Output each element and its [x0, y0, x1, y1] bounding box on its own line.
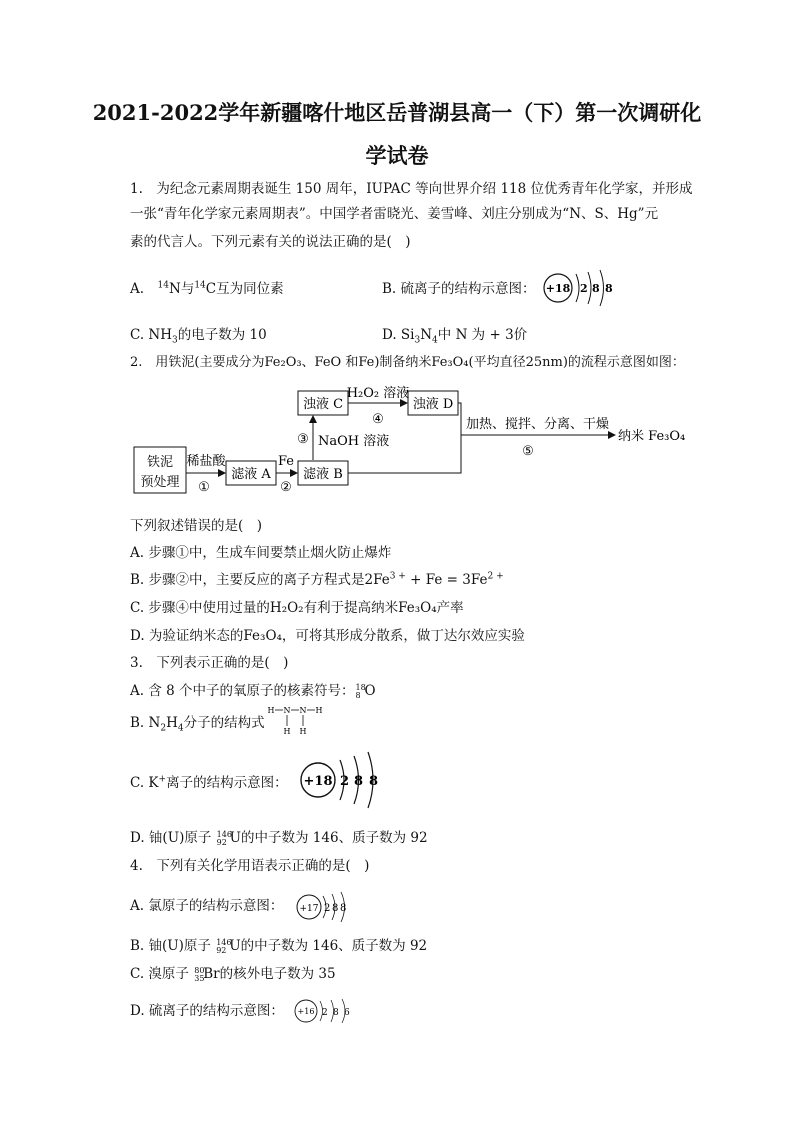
q1-option-c: C. $NH_3$的电子数为 10 [130, 327, 267, 346]
q1-stem-line-2: 一张“青年化学家元素周期表”。中国学者雷晓光、姜雪峰、刘庄分别成为“N、S、Hg”元 [130, 206, 659, 222]
shell-electrons: 8 [333, 1008, 339, 1018]
q4-option-a: A. 氯原子的结构示意图： [130, 898, 284, 914]
sulfide-ion-structure-diagram [540, 266, 620, 310]
step-2-reagent: Fe [277, 454, 295, 469]
title-line-2: 学试卷 [365, 143, 429, 168]
atom-n: N [299, 706, 307, 715]
potassium-ion-structure-diagram [296, 748, 388, 810]
atom-h: H [315, 706, 323, 715]
nucleus-charge: +18 [303, 774, 333, 789]
step-1-number: ① [198, 480, 210, 495]
shell-electrons: 2 [322, 1008, 328, 1018]
nuclide-scripts: 18 8 [355, 682, 366, 700]
box-filtrate-b-label: 滤液 B [303, 467, 343, 482]
q2-option-a: A. 步骤①中，生成车间要禁止烟火防止爆炸 [130, 545, 392, 561]
step-3-reagent: NaOH 溶液 [318, 434, 390, 449]
chlorine-atom-structure-diagram [295, 890, 357, 924]
nucleus-charge: +17 [299, 904, 319, 914]
box-turbid-d-label: 浊液 D [412, 397, 454, 412]
step-5-reagent: 加热、搅拌、分离、干燥 [466, 417, 610, 432]
step-4-reagent: H₂O₂ 溶液 [346, 386, 410, 401]
q3-option-d: D. 铀(U)原子 146 92 U的中子数为 146、质子数为 92 [130, 829, 428, 847]
shell-electrons: 2 [340, 774, 350, 789]
q1-option-a: A. $^{14}$N与$^{14}$C互为同位素 [130, 280, 284, 297]
box-turbid-c-label: 浊液 C [302, 397, 344, 412]
q2-stem: 2. 用铁泥(主要成分为Fe₂O₃、FeO 和Fe)制备纳米Fe₃O₄(平均直径25nm)的流程示意图如图： [130, 355, 685, 370]
step-1-reagent: 稀盐酸 [186, 454, 226, 469]
shell-electrons: 8 [340, 903, 347, 914]
step-4-number: ④ [372, 412, 384, 427]
box-iron-mud-line-2: 预处理 [140, 475, 180, 490]
atom-h: H [283, 727, 291, 736]
q3-option-b: B. $N_2H_4$分子的结构式 [130, 715, 265, 734]
product-label: 纳米 Fe₃O₄ [618, 429, 686, 444]
q3-option-a: A. 含 8 个中子的氧原子的核素符号： 18 8 O [130, 682, 376, 700]
shell-electrons: 8 [332, 903, 339, 914]
q4-stem: 4. 下列有关化学用语表示正确的是( ) [130, 858, 370, 874]
shell-electrons: 6 [344, 1008, 350, 1018]
atom-n: N [283, 706, 291, 715]
shell-electrons: 8 [354, 774, 364, 789]
q4-option-c: C. 溴原子 80 35 Br的核外电子数为 35 [130, 965, 336, 983]
shell-arc [588, 272, 591, 304]
step-3-number: ③ [297, 432, 309, 447]
shell-arc [600, 270, 604, 306]
q3-option-c: C. K+离子的结构示意图： [130, 774, 288, 791]
nucleus-charge: +16 [297, 1007, 315, 1016]
hydrazine-structural-formula [266, 703, 326, 737]
q2-option-d: D. 为验证纳米态的Fe₃O₄，可将其形成分散系，做丁达尔效应实验 [130, 628, 525, 644]
atom-h: H [299, 727, 307, 736]
step-2-number: ② [280, 480, 292, 495]
q1-option-b: B. 硫离子的结构示意图： [382, 281, 536, 297]
q1-stem-line-3: 素的代言人。下列元素有关的说法正确的是( ) [130, 234, 411, 250]
q4-option-b: B. 铀(U)原子 146 92 U的中子数为 146、质子数为 92 [130, 937, 428, 955]
q2-option-c: C. 步骤④中使用过量的H₂O₂有利于提高纳米Fe₃O₄产率 [130, 600, 464, 616]
sulfide-ion-small-structure-diagram [293, 996, 355, 1026]
box-filtrate-a-label: 滤液 A [231, 467, 271, 482]
shell-arc [576, 274, 579, 302]
nucleus-charge: +18 [545, 282, 571, 295]
shell-electrons: 8 [605, 282, 613, 295]
shell-electrons: 8 [592, 282, 600, 295]
q2-prompt: 下列叙述错误的是( ) [130, 518, 263, 534]
step-5-number: ⑤ [522, 444, 534, 459]
process-flow-diagram [128, 383, 688, 503]
box-iron-mud-line-1: 铁泥 [146, 455, 174, 470]
nuclide-scripts: 80 35 [194, 965, 205, 983]
nuclide-scripts: 146 92 [216, 937, 232, 955]
q3-stem: 3. 下列表示正确的是( ) [130, 655, 289, 671]
shell-electrons: 2 [580, 282, 588, 295]
bonds [275, 710, 315, 726]
shell-electrons: 2 [324, 903, 331, 914]
q1-stem-line-1: 1. 为纪念元素周期表诞生 150 周年，IUPAC 等向世界介绍 118 位优秀青年化学家，并形成 [130, 181, 693, 197]
shell-electrons: 8 [369, 774, 379, 789]
nuclide-scripts: 146 92 [216, 829, 232, 847]
q4-option-d: D. 硫离子的结构示意图： [130, 1003, 284, 1019]
title-line-1: 2021-2022学年新疆喀什地区岳普湖县高一（下）第一次调研化 [92, 100, 702, 125]
atom-h: H [267, 706, 275, 715]
q1-option-d: D. $Si_3N_4$中 N 为 + 3价 [382, 327, 528, 346]
q2-option-b: B. 步骤②中，主要反应的离子方程式是$2Fe^{3 +} + Fe = 3Fe^{2 +}$ [130, 571, 504, 588]
